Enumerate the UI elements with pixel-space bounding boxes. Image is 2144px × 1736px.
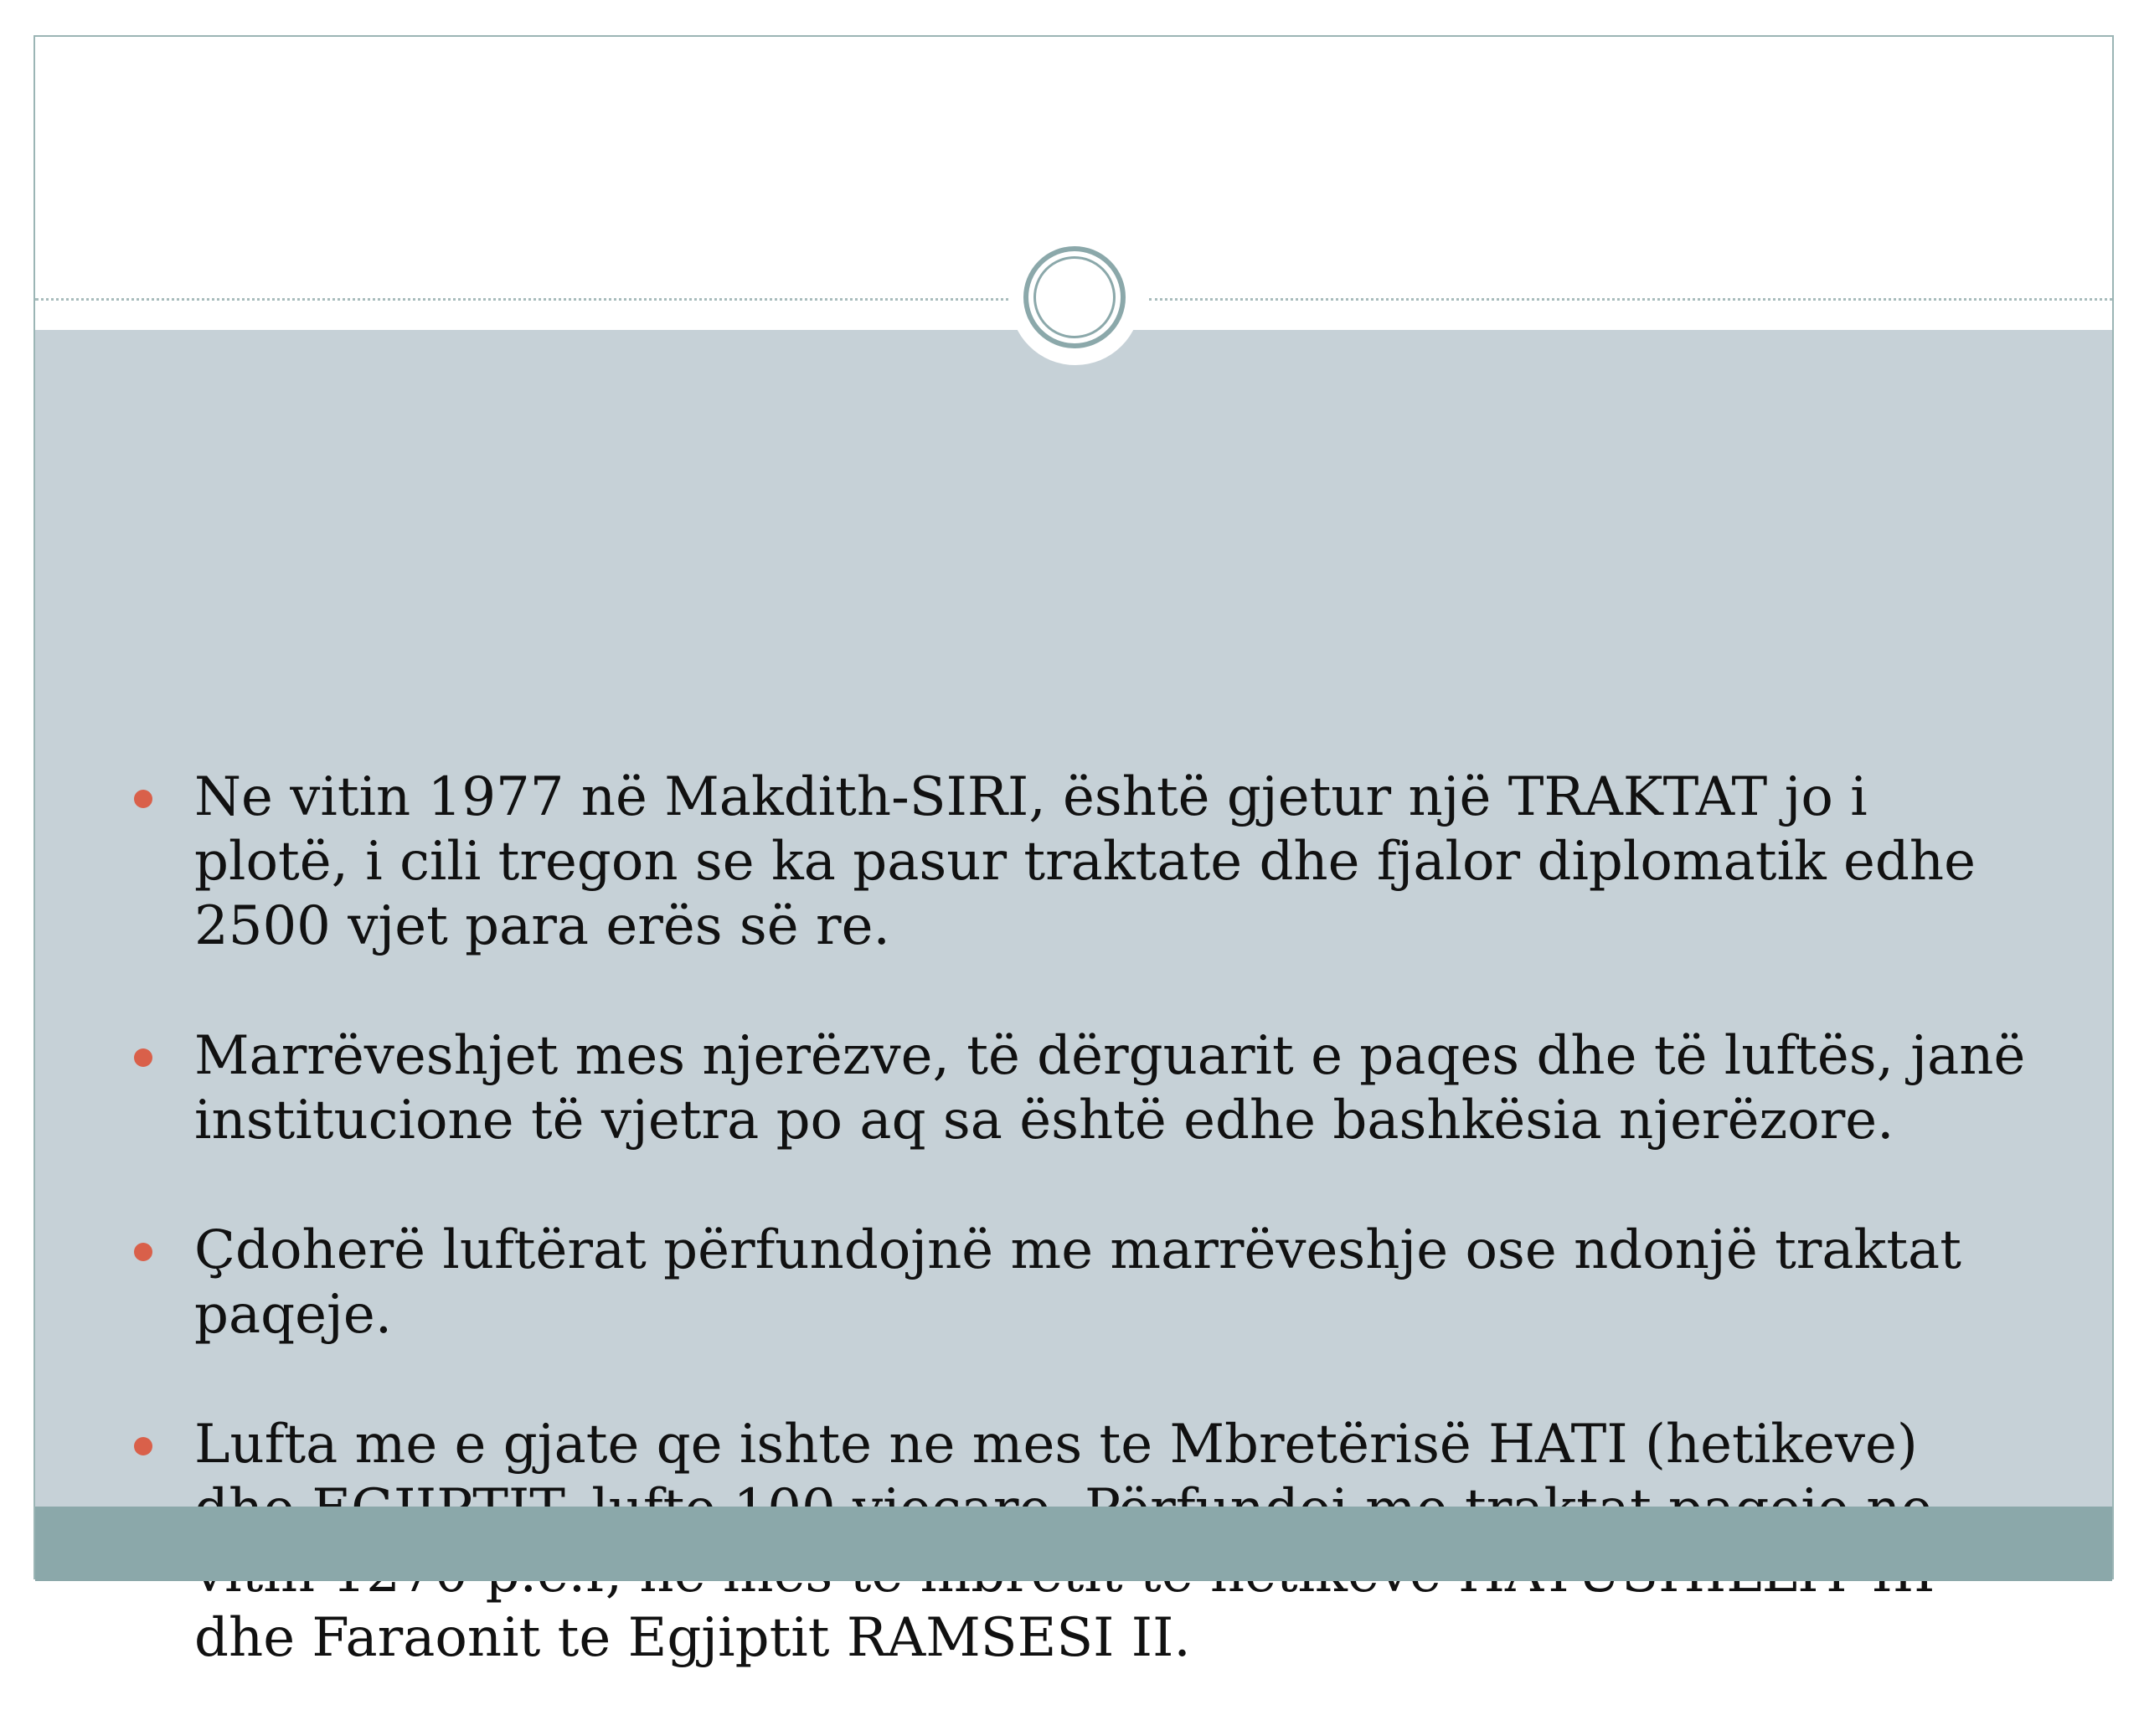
bullet-item (35, 765, 2112, 959)
circle-ring-inner (1033, 256, 1116, 338)
bullet-text: Çdoherë luftërat përfundojnë me marrëveshje ose ndonjë traktat paqeje. (194, 1219, 1961, 1346)
bullet-item (35, 1218, 2112, 1347)
divider-line-left (35, 298, 1015, 301)
bullet-dot-icon (134, 1048, 152, 1067)
slide (34, 35, 2114, 1669)
bullet-item (35, 1024, 2112, 1153)
bullet-list (35, 765, 2112, 1736)
bullet-dot-icon (134, 1243, 152, 1261)
slide-content-area (35, 330, 2112, 1669)
bullet-dot-icon (134, 1437, 152, 1455)
footer-band (35, 1507, 2112, 1581)
bullet-text: Ne vitin 1977 në Makdith-SIRI, është gjetur një TRAKTAT jo i plotë, i cili tregon se ka pasur traktate dhe fjalor diplomatik edhe 2500 vjet para erës së re. (194, 766, 1976, 957)
divider-line-right (1149, 298, 2112, 301)
bullet-text: Marrëveshjet mes njerëzve, të dërguarit e paqes dhe të luftës, janë institucione të vjetra po aq sa është edhe bashkësia njerëzore. (194, 1025, 2026, 1151)
bullet-text: Lufta me e gjate qe ishte ne mes te Mbretërisë HATI (hetikeve) dhe Faraonit te Egjiptit RAMSESI II. (194, 1414, 1918, 1669)
bullet-dot-icon (134, 790, 152, 808)
